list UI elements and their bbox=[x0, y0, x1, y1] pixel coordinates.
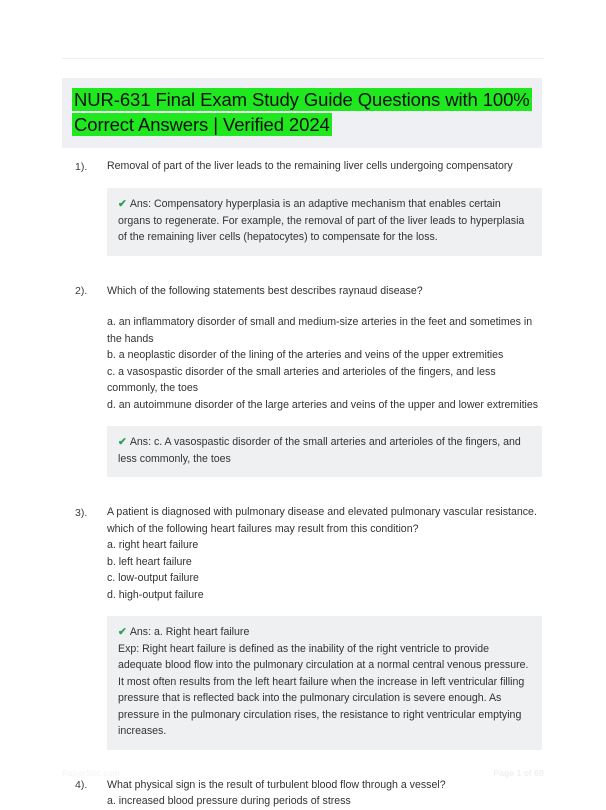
question-block-1 bbox=[0, 158, 606, 256]
option-item: b. left heart failure bbox=[107, 555, 192, 568]
option-list bbox=[107, 793, 548, 810]
question-block-2 bbox=[0, 283, 606, 478]
question-number: 4). bbox=[75, 779, 88, 791]
questions-container bbox=[0, 158, 606, 810]
explanation-text: Exp: Right heart failure is defined as the inability of the right ventricle to provide adequate blood flow into the pulmonary circulation at a normal central venous pressure. It most often results from the left heart failure when the increase in left ventricular filling pressure that is reflected back into the pulmonary circulation is severe enough. As pressure in the pulmonary circulation rises, the resistance to right ventricular emptying increases. bbox=[118, 642, 529, 737]
header-divider bbox=[62, 58, 544, 59]
option-item: a. right heart failure bbox=[107, 539, 199, 551]
answer-text: Ans: c. A vasospastic disorder of the small arteries and arterioles of the fingers, and less commonly, the toes bbox=[118, 436, 521, 465]
footer-watermark: PaperStic.com bbox=[62, 768, 120, 778]
page-title: NUR-631 Final Exam Study Guide Questions with 100% Correct Answers | Verified 2024 bbox=[74, 89, 530, 135]
option-list bbox=[107, 314, 548, 413]
spacer bbox=[0, 477, 606, 504]
question-body bbox=[107, 283, 606, 414]
question-block-3 bbox=[0, 504, 606, 750]
answer-line bbox=[118, 624, 531, 641]
option-item: d. an autoimmune disorder of the large arteries and veins of the upper and lower extremities bbox=[107, 398, 539, 411]
question-text: A patient is diagnosed with pulmonary disease and elevated pulmonary vascular resistance. which of the following heart failures may result from this condition? bbox=[107, 506, 537, 535]
option-list bbox=[107, 537, 548, 603]
question-row bbox=[0, 504, 606, 603]
question-body bbox=[107, 158, 606, 175]
question-row bbox=[0, 283, 606, 414]
option-item: a. an inflammatory disorder of small and medium-size arteries in the feet and sometimes in the hands bbox=[107, 316, 533, 345]
answer-box bbox=[107, 426, 542, 477]
question-number: 2). bbox=[75, 285, 88, 297]
answer-text: Ans: a. Right heart failure bbox=[129, 626, 250, 638]
answer-text: Ans: Compensatory hyperplasia is an adaptive mechanism that enables certain organs to regenerate. For example, the removal of part of the liver leads to hyperplasia of the remaining liver cells (hepatocytes) to compensate for the loss. bbox=[118, 198, 525, 243]
question-text: Removal of part of the liver leads to the remaining liver cells undergoing compensatory bbox=[107, 160, 513, 172]
option-item: c. low-output failure bbox=[107, 572, 199, 584]
question-number: 1). bbox=[75, 160, 88, 173]
option-item: c. a vasospastic disorder of the small arteries and arterioles of the fingers, and less commonly, the toes bbox=[107, 365, 496, 394]
question-body bbox=[107, 504, 606, 603]
document-title-band bbox=[62, 78, 542, 148]
question-body bbox=[107, 777, 606, 810]
check-icon: ✔ bbox=[118, 626, 127, 638]
answer-box bbox=[107, 616, 542, 750]
spacer bbox=[0, 256, 606, 283]
footer-page-number: Page 1 of 68 bbox=[493, 768, 544, 778]
page-footer bbox=[62, 768, 544, 778]
question-block-4 bbox=[0, 777, 606, 810]
question-number: 3). bbox=[75, 506, 88, 519]
option-item: d. high-output failure bbox=[107, 588, 204, 601]
check-icon: ✔ bbox=[118, 198, 127, 210]
question-text: Which of the following statements best describes raynaud disease? bbox=[107, 284, 423, 297]
question-row bbox=[0, 158, 606, 175]
answer-line bbox=[118, 434, 531, 467]
option-item: a. increased blood pressure during periods of stress bbox=[107, 795, 351, 807]
question-text: What physical sign is the result of turbulent blood flow through a vessel? bbox=[107, 778, 446, 791]
answer-line bbox=[118, 196, 531, 246]
answer-box bbox=[107, 188, 542, 256]
check-icon: ✔ bbox=[118, 436, 127, 448]
question-row bbox=[0, 777, 606, 810]
option-item: b. a neoplastic disorder of the lining of the arteries and veins of the upper extremities bbox=[107, 349, 504, 361]
